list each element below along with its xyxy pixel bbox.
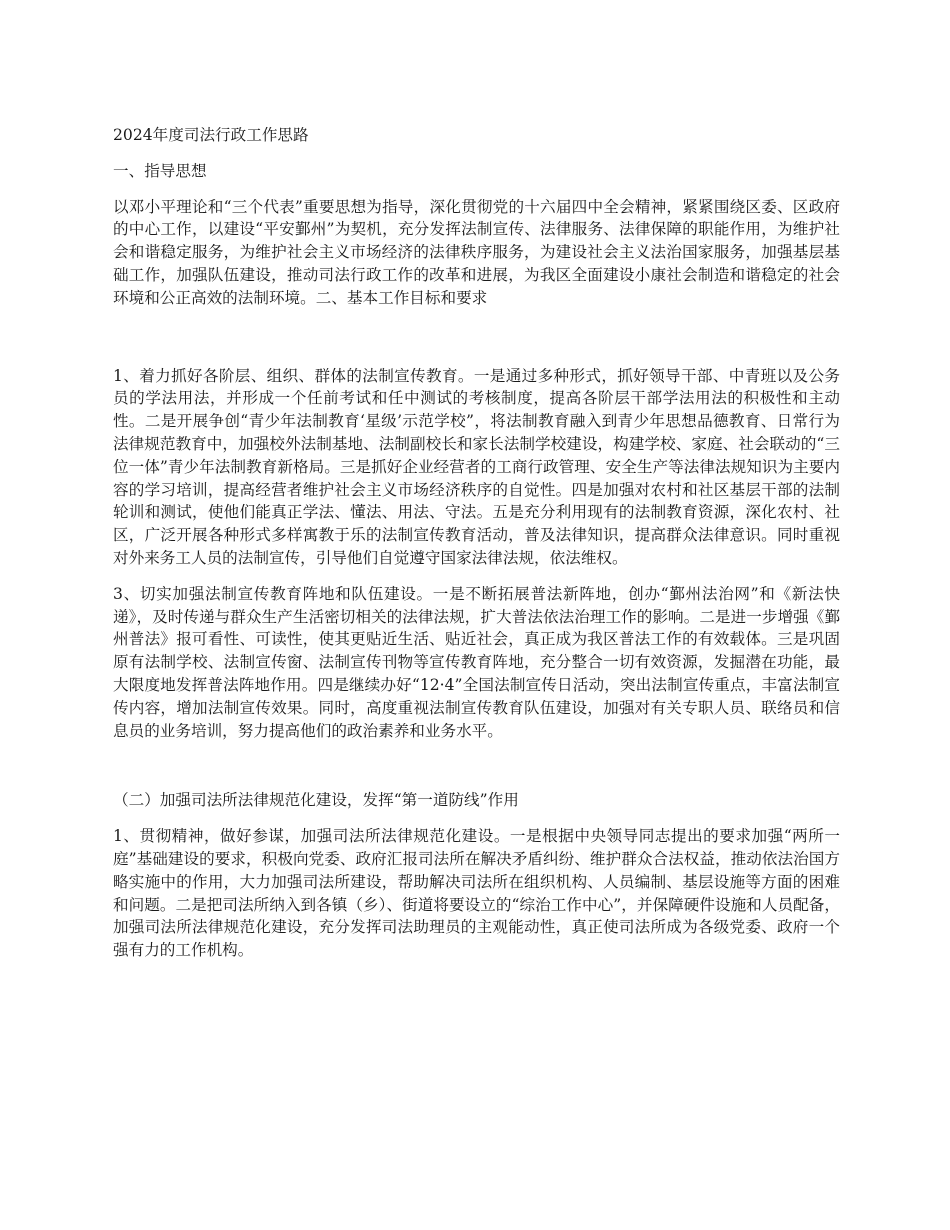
paragraph-judicial-office-building: 1、贯彻精神，做好参谋，加强司法所法律规范化建设。一是根据中央领导同志提出的要求加强“两所一庭”基础建设的要求，积极向党委、政府汇报司法所在解决矛盾纠纷、维护群众合法权益，推动依法治国方略实施中的作用，大力加强司法所建设，帮助解决司法所在组织机构、人员编制、基层设施等方面的困难和问题。二是把司法所纳入到各镇（乡）、街道将要设立的“综治工作中心”，并保障硬件设施和人员配备，加强司法所法律规范化建设，充分发挥司法助理员的主观能动性，真正使司法所成为各级党委、政府一个强有力的工作机构。 xyxy=(113,827,840,960)
section-heading-judicial-office: （二）加强司法所法律规范化建设，发挥“第一道防线”作用 xyxy=(113,791,519,810)
spacer xyxy=(113,755,840,789)
section-heading-guiding-ideology: 一、指导思想 xyxy=(113,161,207,180)
paragraph-propaganda-positions: 3、切实加强法制宣传教育阵地和队伍建设。一是不断拓展普法新阵地，创办“鄞州法治网”和《新法快递》，及时传递与群众生产生活密切相关的法律法规，扩大普法依法治理工作的影响。二是进一步增强《鄞州普法》报可看性、可读性，使其更贴近生活、贴近社会，真正成为我区普法工作的有效载体。三是巩固原有法制学校、法制宣传窗、法制宣传刊物等宣传教育阵地，充分整合一切有效资源，发掘潜在功能，最大限度地发挥普法阵地作用。四是继续办好“12·4”全国法制宣传日活动，突出法制宣传重点，丰富法制宣传内容，增加法制宣传效果。同时，高度重视法制宣传教育队伍建设，加强对有关专职人员、联络员和信息员的业务培训，努力提高他们的政治素养和业务水平。 xyxy=(113,584,840,740)
spacer xyxy=(113,323,840,365)
paragraph-legal-education: 1、着力抓好各阶层、组织、群体的法制宣传教育。一是通过多种形式，抓好领导干部、中青班以及公务员的学法用法，并形成一个任前考试和任中测试的考核制度，提高各阶层干部学法用法的积极性和主动性。二是开展争创“青少年法制教育‘星级’示范学校”，将法制教育融入到青少年思想品德教育、日常行为法律规范教育中，加强校外法制基地、法制副校长和家长法制学校建设，构建学校、家庭、社会联动的“三位一体”青少年法制教育新格局。三是抓好企业经营者的工商行政管理、安全生产等法律法规知识为主要内容的学习培训，提高经营者维护社会主义市场经济秩序的自觉性。四是加强对农村和社区基层干部的法制轮训和测试，使他们能真正学法、懂法、用法、守法。五是充分利用现有的法制教育资源，深化农村、社区，广泛开展各种形式多样寓教于乐的法制宣传教育活动，普及法律知识，提高群众法律意识。同时重视对外来务工人员的法制宣传，引导他们自觉遵守国家法律法规，依法维权。 xyxy=(113,366,840,567)
document-title: 2024年度司法行政工作思路 xyxy=(113,126,309,144)
document-page xyxy=(113,124,840,975)
paragraph-guiding-ideology: 以邓小平理论和“三个代表”重要思想为指导，深化贯彻党的十六届四中全会精神，紧紧围绕区委、区政府的中心工作，以建设“平安鄞州”为契机，充分发挥法制宣传、法律服务、法律保障的职能作用，为维护社会和谐稳定服务，为维护社会主义市场经济的法律秩序服务，为建设社会主义法治国家服务，加强基层基础工作，加强队伍建设，推动司法行政工作的改革和进展，为我区全面建设小康社会制造和谐稳定的社会环境和公正高效的法制环境。二、基本工作目标和要求 xyxy=(113,197,840,307)
